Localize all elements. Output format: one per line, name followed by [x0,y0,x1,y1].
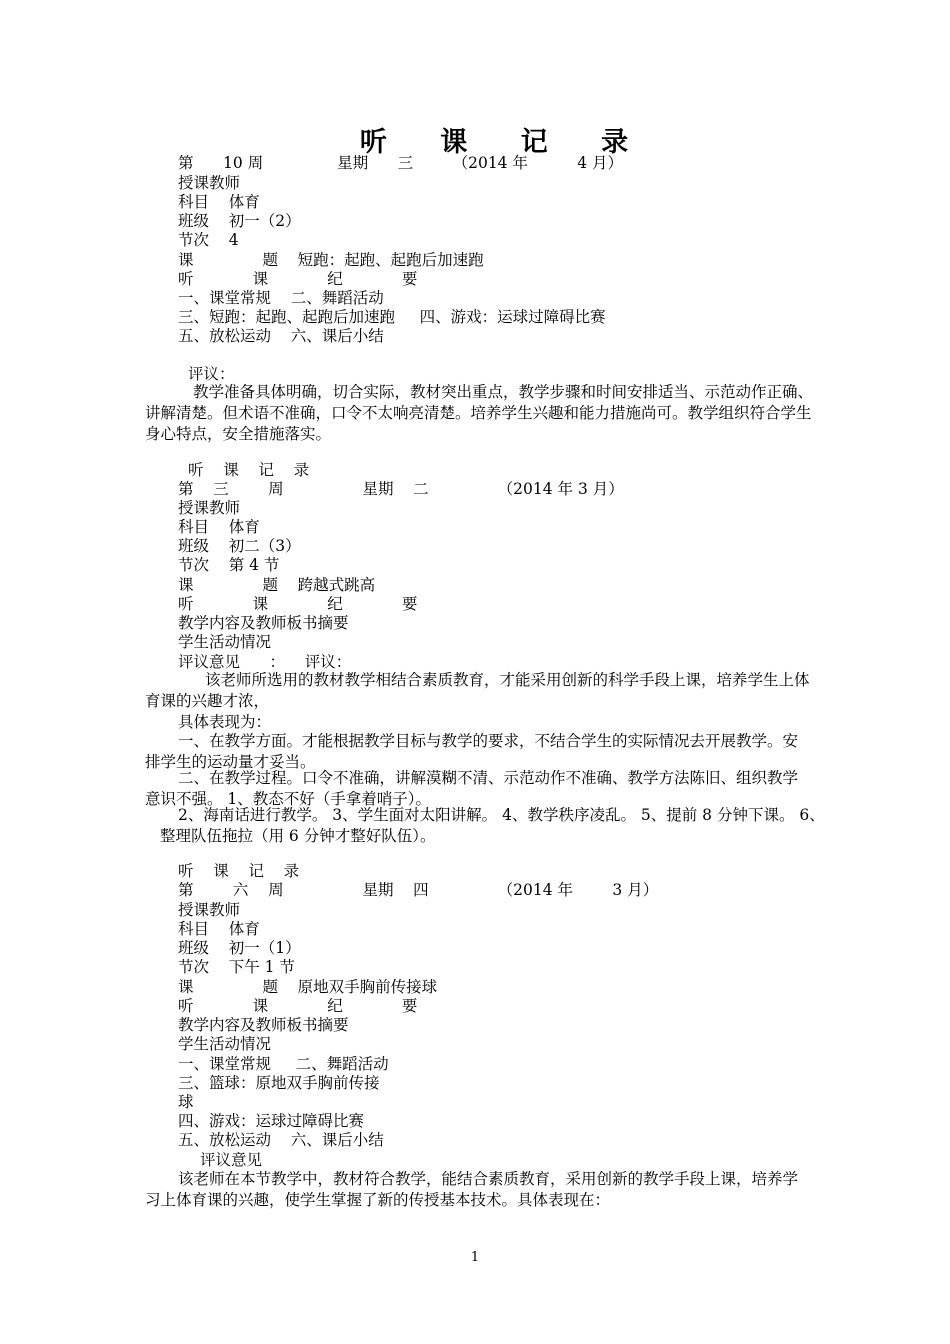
record1-comment-label: 评议： [188,365,235,383]
record1-item-line: 三、短跑：起跑、起跑后加速跑 四、游戏：运球过障碍比赛 [178,308,606,326]
page-number: 1 [470,1250,480,1265]
record2-period: 节次 第 4 节 [178,556,280,574]
record3-item-line: 球 [178,1093,194,1111]
record3-activity-label: 学生活动情况 [178,1035,272,1053]
record1-item-line: 一、课堂常规 二、舞蹈活动 [178,289,384,307]
record2-paragraph: 二、在教学过程。口令不准确，讲解漠糊不清、示范动作不准确、教学方法陈旧、组织教学意识不强。 1、教态不好（手拿着哨子）。 [145,769,799,808]
record1-subject: 科目 体育 [178,193,260,211]
record2-topic: 课 题 跨越式跳高 [178,576,376,594]
record3-class: 班级 初一（1） [178,939,301,957]
record1-week-line: 第 10 周 星期 三 （2014 年 4 月） [178,154,624,172]
record2-comment-label: 评议意见 ： 评议： [178,653,352,671]
record3-summary-heading: 听 课 纪 要 [178,997,418,1015]
record2-teacher: 授课教师 [178,499,241,517]
record3-heading: 听 课 记 录 [178,862,300,880]
record3-comment-label: 评议意见 [200,1151,263,1169]
record3-item-line: 三、篮球：原地双手胸前传接 [178,1074,380,1092]
record1-teacher: 授课教师 [178,174,241,192]
record3-item-line: 五、放松运动 六、课后小结 [178,1131,384,1149]
record3-topic: 课 题 原地双手胸前传接球 [178,978,438,996]
record2-paragraph: 一、在教学方面。才能根据教学目标与教学的要求，不结合学生的实际情况去开展教学。安排学生的运动量才妥当。 [145,732,799,771]
record3-week-line: 第 六 周 星期 四 （2014 年 3 月） [178,881,659,899]
record2-paragraph: 具体表现为： [178,713,272,731]
record1-class: 班级 初一（2） [178,212,301,230]
record1-summary-heading: 听 课 纪 要 [178,270,418,288]
record2-paragraph: 2、海南话进行教学。 3、学生面对太阳讲解。 4、教学秩序凌乱。 5、提前 8 分钟下课。 6、整理队伍拖拉（用 6 分钟才整好队伍）。 [160,806,825,845]
record2-week-line: 第 三 周 星期 二 （2014 年 3 月） [178,480,624,498]
record2-heading: 听 课 记 录 [188,461,310,479]
record1-item-line: 五、放松运动 六、课后小结 [178,327,384,345]
record1-topic: 课 题 短跑：起跑、起跑后加速跑 [178,251,484,269]
record2-content-label: 教学内容及教师板书摘要 [178,614,349,632]
record3-period: 节次 下午 1 节 [178,958,295,976]
record1-period: 节次 4 [178,231,239,249]
record3-teacher: 授课教师 [178,901,241,919]
record2-paragraph: 该老师所选用的教材教学相结合素质教育，才能采用创新的科学手段上课，培养学生上体育课的兴趣才浓， [145,671,810,710]
record3-content-label: 教学内容及教师板书摘要 [178,1016,349,1034]
record3-paragraph: 该老师在本节教学中，教材符合教学，能结合素质教育，采用创新的教学手段上课，培养学习上体育课的兴趣，使学生掌握了新的传授基本技术。具体表现在： [145,1170,799,1209]
record2-activity-label: 学生活动情况 [178,633,272,651]
record2-summary-heading: 听 课 纪 要 [178,595,418,613]
record3-subject: 科目 体育 [178,920,260,938]
record3-item-line: 四、游戏：运球过障碍比赛 [178,1112,365,1130]
record1-comment: 教学准备具体明确，切合实际，教材突出重点，教学步骤和时间安排适当、示范动作正确、讲解清楚。但术语不准确，口令不太响亮清楚。培养学生兴趣和能力措施尚可。教学组织符合学生身心特点，安全措施落实。 [145,383,814,443]
record3-item-line: 一、课堂常规 二、舞蹈活动 [178,1055,389,1073]
record2-subject: 科目 体育 [178,518,260,536]
page-title: 听 课 记 录 [359,127,651,158]
record2-class: 班级 初二（3） [178,537,301,555]
